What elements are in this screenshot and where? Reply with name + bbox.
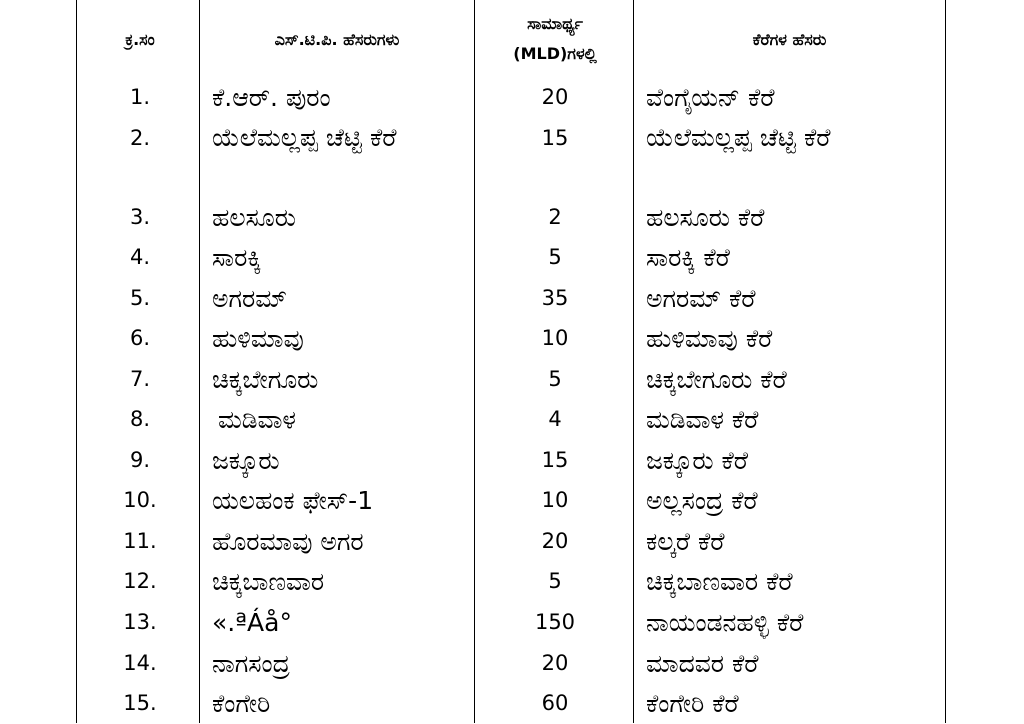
row-lake-name: ನಾಯಂಡನಹಳ್ಳಿ ಕೆರೆ — [646, 608, 804, 637]
row-serial: 2. — [129, 126, 151, 150]
row-stp-name: ಅಗರಮ್ — [212, 284, 288, 313]
row-serial: 7. — [129, 367, 151, 391]
row-serial: 14. — [123, 651, 157, 675]
row-serial: 8. — [129, 407, 151, 431]
row-lake-name: ಕೆಂಗೇರಿ ಕೆರೆ — [646, 689, 739, 718]
column-divider — [474, 0, 475, 723]
row-capacity: 2 — [548, 205, 562, 229]
row-capacity: 15 — [541, 126, 569, 150]
header-capacity-unit: (MLD)ಗಳಲ್ಲಿ — [513, 44, 597, 63]
row-serial: 13. — [123, 610, 157, 634]
row-serial: 1. — [129, 85, 151, 109]
row-serial: 11. — [123, 529, 157, 553]
row-lake-name: ಚಿಕ್ಕಬೇಗೂರು ಕೆರೆ — [646, 365, 787, 394]
row-lake-name: ಮಡಿವಾಳ ಕೆರೆ — [646, 405, 759, 434]
row-lake-name: ಹುಳಿಮಾವು ಕೆರೆ — [646, 324, 773, 353]
row-stp-name: ಹಲಸೂರು — [212, 203, 296, 232]
row-capacity: 5 — [548, 245, 562, 269]
row-stp-name: ಸಾರಕ್ಕಿ — [212, 243, 262, 272]
row-lake-name: ವೆಂಗೈಯನ್ ಕೆರೆ — [646, 83, 775, 112]
row-capacity: 20 — [541, 651, 569, 675]
row-lake-name: ಸಾರಕ್ಕಿ ಕೆರೆ — [646, 243, 730, 272]
row-stp-name: ಕೆ.ಆರ್. ಪುರಂ — [212, 83, 331, 112]
row-lake-name: ಮಾದವರ ಕೆರೆ — [646, 649, 759, 678]
row-capacity: 150 — [534, 610, 576, 634]
row-lake-name: ಚಿಕ್ಕಬಾಣವಾರ ಕೆರೆ — [646, 567, 793, 596]
row-capacity: 5 — [548, 569, 562, 593]
column-divider — [76, 0, 77, 723]
row-lake-name: ಜಕ್ಕೂರು ಕೆರೆ — [646, 446, 748, 475]
header-capacity: ಸಾಮಾರ್ಥ್ಯ — [527, 14, 583, 33]
row-serial: 12. — [123, 569, 157, 593]
row-stp-name: ಹೊರಮಾವು ಅಗರ — [212, 527, 364, 556]
row-stp-name: ಜಕ್ಕೂರು — [212, 446, 280, 475]
header-lake-names: ಕೆರೆಗಳ ಹೆಸರು — [752, 30, 827, 49]
row-lake-name: ಯೆಲೆಮಲ್ಲಪ್ಪ ಚೆಟ್ಟಿ ಕೆರೆ — [646, 123, 831, 152]
row-stp-name: ಚಿಕ್ಕಬಾಣವಾರ — [212, 567, 325, 596]
row-stp-name: ಯೆಲೆಮಲ್ಲಪ್ಪ ಚೆಟ್ಟಿ ಕೆರೆ — [212, 123, 397, 152]
row-serial: 15. — [123, 691, 157, 715]
row-stp-name: ಮಡಿವಾಳ — [218, 405, 296, 434]
row-serial: 4. — [129, 245, 151, 269]
row-serial: 6. — [129, 326, 151, 350]
row-stp-name: ಯಲಹಂಕ ಫೇಸ್-1 — [212, 486, 374, 515]
row-stp-name: ನಾಗಸಂದ್ರ — [212, 649, 290, 678]
row-capacity: 20 — [541, 529, 569, 553]
row-capacity: 10 — [541, 488, 569, 512]
row-serial: 10. — [123, 488, 157, 512]
row-stp-name: ಚಿಕ್ಕಬೇಗೂರು — [212, 365, 319, 394]
row-capacity: 15 — [541, 448, 569, 472]
row-capacity: 10 — [541, 326, 569, 350]
row-capacity: 20 — [541, 85, 569, 109]
row-stp-name: ಹುಳಿಮಾವು — [212, 324, 304, 353]
row-stp-name: «.ªÁå° — [212, 608, 292, 637]
row-lake-name: ಕಲ್ಕರೆ ಕೆರೆ — [646, 527, 725, 556]
column-divider — [945, 0, 946, 723]
row-serial: 3. — [129, 205, 151, 229]
row-lake-name: ಅಗರಮ್ ಕೆರೆ — [646, 284, 756, 313]
row-stp-name: ಕೆಂಗೇರಿ — [212, 689, 271, 718]
row-capacity: 60 — [541, 691, 569, 715]
row-serial: 5. — [129, 286, 151, 310]
row-capacity: 4 — [548, 407, 562, 431]
header-stp-names: ಎಸ್.ಟಿ.ಪಿ. ಹೆಸರುಗಳು — [274, 30, 400, 49]
row-lake-name: ಅಲ್ಲಸಂದ್ರ ಕೆರೆ — [646, 486, 758, 515]
row-capacity: 35 — [541, 286, 569, 310]
row-lake-name: ಹಲಸೂರು ಕೆರೆ — [646, 203, 765, 232]
row-capacity: 5 — [548, 367, 562, 391]
row-serial: 9. — [129, 448, 151, 472]
header-serial-number: ಕ್ರ.ಸಂ — [125, 30, 155, 49]
